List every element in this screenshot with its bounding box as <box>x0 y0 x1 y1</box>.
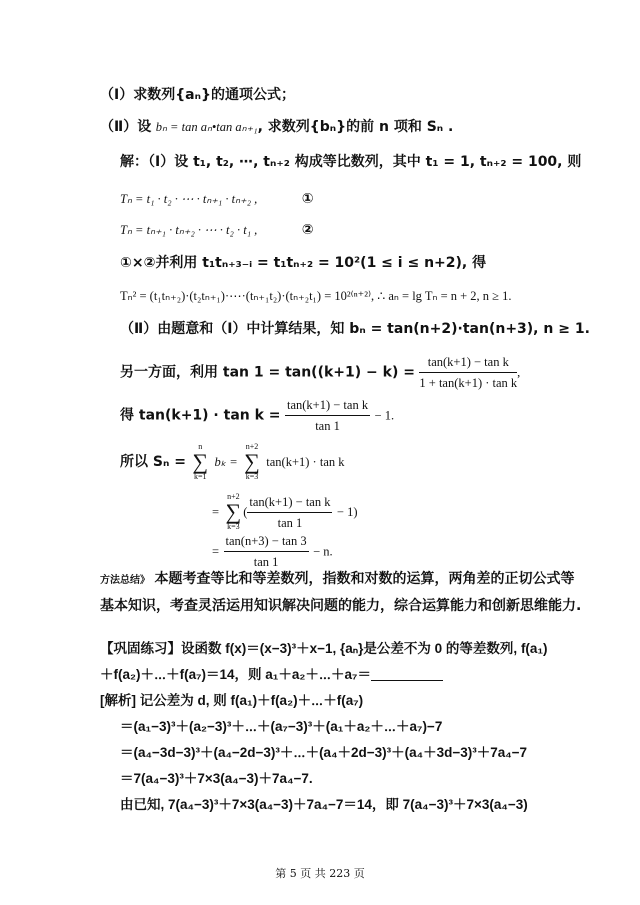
summary-text-1: 本题考查等比和等差数列，指数和对数的运算，两角差的正切公式等 <box>154 571 575 587</box>
eq9-prefix: = <box>212 505 220 519</box>
sum-2-bottom: k=3 <box>245 472 259 481</box>
part2-formula: bₙ = tan aₙ•tan aₙ₊₁ <box>155 120 258 134</box>
eq7-denominator: tan 1 <box>315 419 340 433</box>
eq2-marker: ② <box>301 222 314 238</box>
eq2-text: Tₙ = tₙ₊₁ · tₙ₊₂ · ⋯ · t₂ · t₁ , <box>120 223 258 237</box>
eq7-numerator: tan(k+1) − tan k <box>285 396 370 416</box>
eq9-denominator: tan 1 <box>277 515 303 530</box>
eq8-mid: bₖ = <box>214 455 238 469</box>
eq7-prefix: 得 tan(k+1) · tan k = <box>120 407 281 424</box>
summary-line-2: 基本知识，考查灵活运用知识解决问题的能力，综合运算能力和创新思维能力. <box>100 598 582 614</box>
sum-3 <box>226 492 242 532</box>
sum-2-top: n+2 <box>245 442 259 451</box>
equation-7 <box>120 396 394 435</box>
equation-3: ①×②并利用 t₁tₙ₊₃₋ᵢ = t₁tₙ₊₂ = 10²(1 ≤ i ≤ n+2), 得 <box>120 255 487 271</box>
eq10-prefix: = <box>212 544 220 559</box>
eq7-fraction <box>285 396 370 435</box>
summary-tag: 方法总结》 <box>100 575 150 586</box>
part2-prefix: （Ⅱ）设 <box>100 119 152 135</box>
equation-4: Tₙ² = (t₁tₙ₊₂)·(t₂tₙ₊₁)·⋯·(tₙ₊₁t₂)·(tₙ₊₂t₁) = 10²⁽ⁿ⁺²⁾, ∴ aₙ = lg Tₙ = n + 2, n ≥ 1. <box>120 289 512 303</box>
eq10-suffix: − n. <box>313 544 333 559</box>
practice-line-1: 【巩固练习】设函数 f(x)＝(x−3)³＋x−1, {aₙ}是公差不为 0 的等差数列, f(a₁) <box>100 641 548 656</box>
eq10-numerator: tan(n+3) − tan 3 <box>224 532 309 552</box>
sum-1-symbol: ∑ <box>192 449 209 474</box>
solution-intro: 解：（Ⅰ）设 t₁, t₂, ⋯, tₙ₊₂ 构成等比数列，其中 t₁ = 1, tₙ₊₂ = 100, 则 <box>120 154 582 170</box>
question-part-2 <box>100 118 453 136</box>
eq6-numerator: tan(k+1) − tan k <box>419 353 517 373</box>
sum-3-bottom: k=3 <box>227 522 240 531</box>
equation-5: （Ⅱ）由题意和（Ⅰ）中计算结果，知 bₙ = tan(n+2)·tan(n+3), n ≥ 1. <box>120 321 590 337</box>
eq9-suffix: − 1) <box>336 505 358 519</box>
answer-blank <box>371 666 443 681</box>
analysis-line: [解析] 记公差为 d, 则 f(a₁)＋f(a₂)＋⋯＋f(a₇) <box>100 693 364 708</box>
eq9-fraction <box>247 493 332 532</box>
equation-2 <box>120 221 314 239</box>
eq9-numerator: tan(k+1) − tan k <box>247 493 332 513</box>
equation-1 <box>120 190 314 208</box>
sum-3-top: n+2 <box>227 492 240 501</box>
summary-line-1 <box>100 570 574 590</box>
equation-8 <box>120 442 345 482</box>
eq6-prefix: 另一方面，利用 tan 1 = tan((k+1) − k) = <box>120 364 415 381</box>
page-footer: 第 5 页 共 223 页 <box>275 867 365 880</box>
practice-line-2 <box>100 666 443 684</box>
eq1-text: Tₙ = t₁ · t₂ · ⋯ · tₙ₊₁ · tₙ₊₂ , <box>120 192 258 206</box>
eq6-suffix: , <box>517 365 521 380</box>
eq10-denominator: tan 1 <box>253 555 279 569</box>
eq10-fraction <box>224 532 309 571</box>
analysis-eq-3: ＝7(a₄−3)³＋7×3(a₄−3)＋7a₄−7. <box>120 771 313 786</box>
eq8-suffix: tan(k+1) · tan k <box>266 455 345 469</box>
eq6-denominator: 1 + tan(k+1) · tan k <box>419 376 518 390</box>
analysis-eq-2: ＝(a₄−3d−3)³＋(a₄−2d−3)³＋⋯＋(a₄＋2d−3)³＋(a₄＋3d−3)³＋7a₄−7 <box>120 745 528 760</box>
eq8-prefix: 所以 Sₙ = <box>120 454 186 470</box>
analysis-eq-4: 由已知, 7(a₄−3)³＋7×3(a₄−3)＋7a₄−7＝14，即 7(a₄−3)³＋7×3(a₄−3) <box>120 797 528 812</box>
analysis-eq-1: ＝(a₁−3)³＋(a₂−3)³＋⋯＋(a₇−3)³＋(a₁＋a₂＋⋯＋a₇)−7 <box>120 719 443 734</box>
eq6-fraction <box>419 353 517 392</box>
sum-2-symbol: ∑ <box>244 449 260 474</box>
question-part-1: （Ⅰ）求数列{aₙ}的通项公式； <box>100 87 295 103</box>
eq1-marker: ① <box>301 191 314 207</box>
practice-text-2: ＋f(a₂)＋⋯＋f(a₇)＝14，则 a₁＋a₂＋⋯＋a₇＝ <box>100 667 371 682</box>
eq7-suffix: − 1. <box>374 408 395 423</box>
equation-10 <box>212 532 333 571</box>
equation-6 <box>120 353 520 392</box>
sum-3-symbol: ∑ <box>225 499 242 524</box>
equation-9 <box>212 492 358 532</box>
part2-suffix: , 求数列{bₙ}的前 n 项和 Sₙ . <box>257 119 454 135</box>
sum-1-bottom: k=1 <box>193 472 207 481</box>
sum-2 <box>244 442 260 482</box>
sum-1 <box>192 442 208 482</box>
sum-1-top: n <box>198 442 203 451</box>
eq9-open-paren: ( <box>243 505 248 519</box>
